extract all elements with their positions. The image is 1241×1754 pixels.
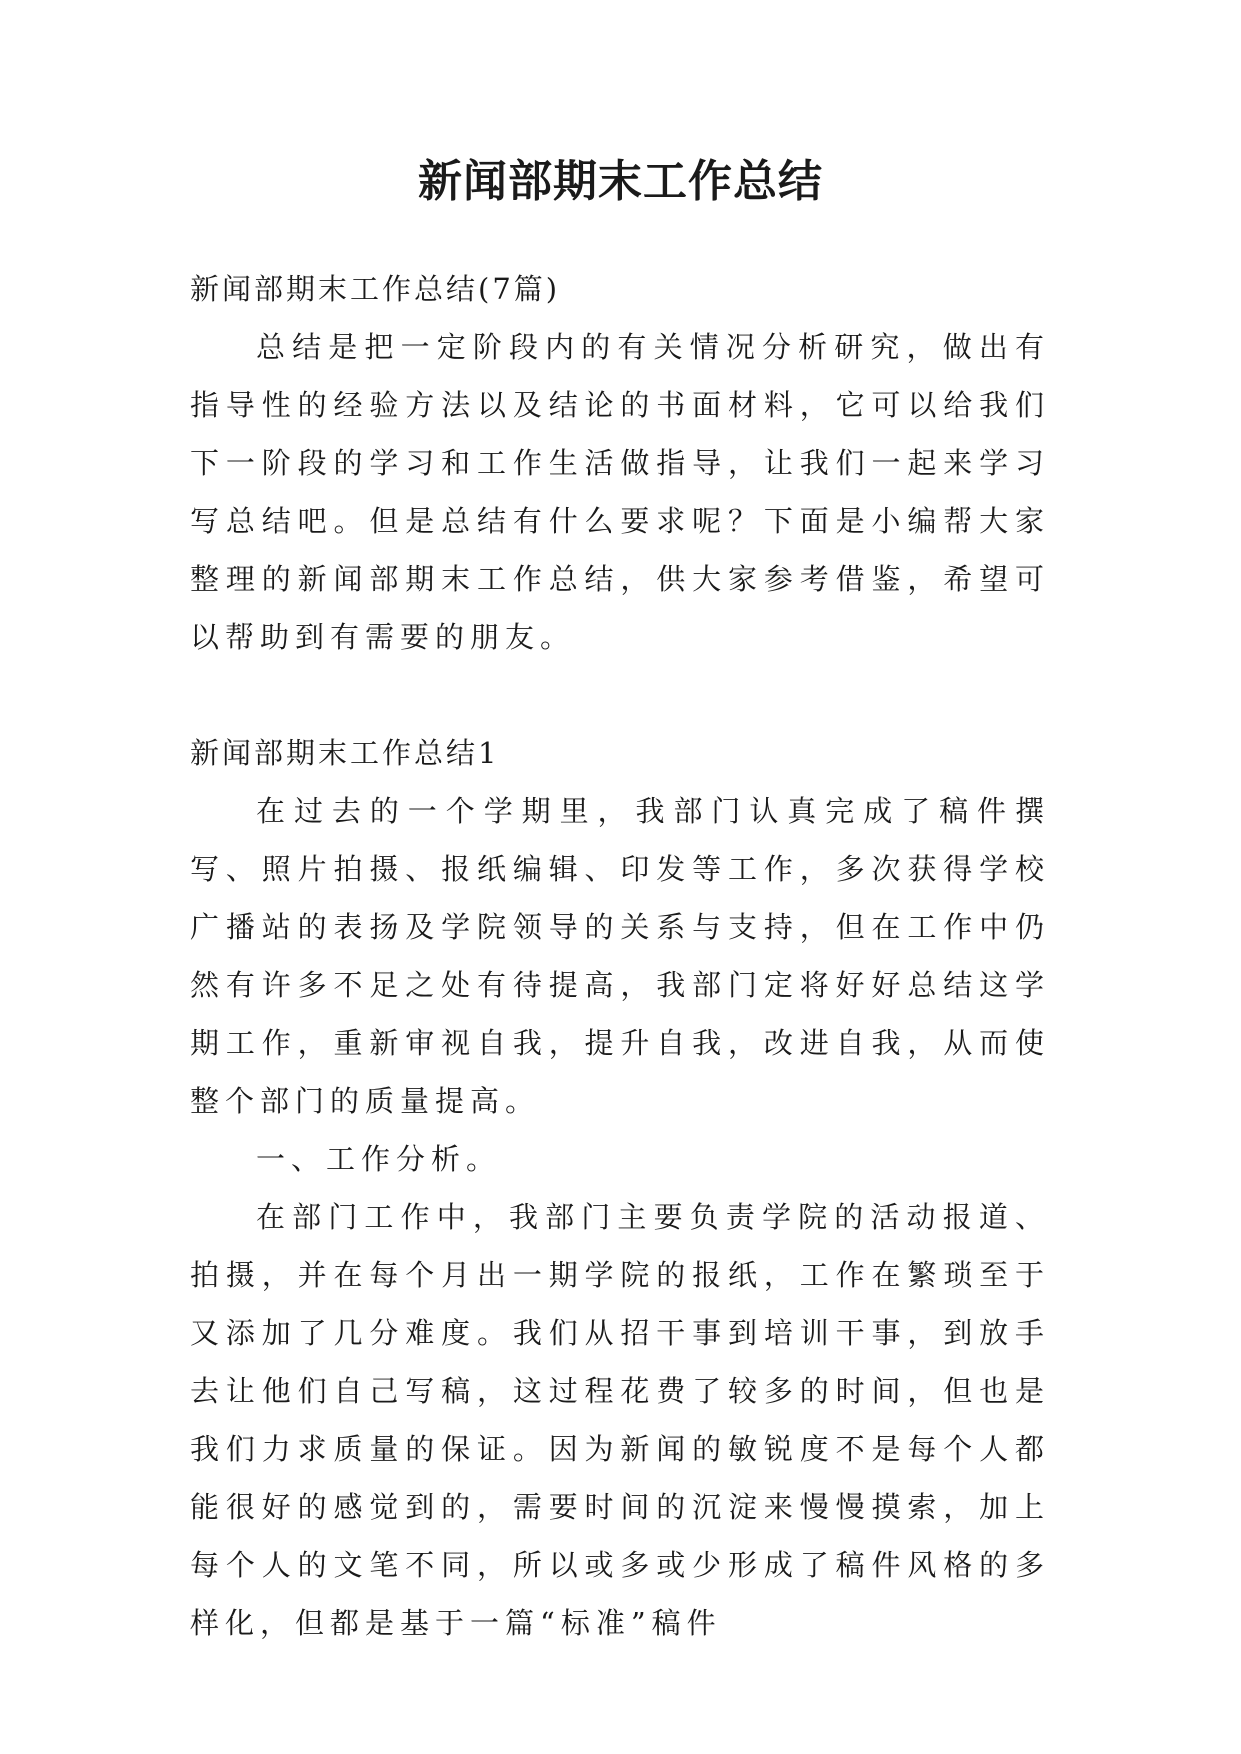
document-title: 新闻部期末工作总结 <box>418 156 823 207</box>
document-subtitle: 新闻部期末工作总结(7篇) <box>190 272 561 306</box>
body-paragraph: 在部门工作中，我部门主要负责学院的活动报道、拍摄，并在每个月出一期学院的报纸，工作在繁琐至于又添加了几分难度。我们从招干事到培训干事，到放手去让他们自己写稿，这过程花费了较多的时间，但也是我们力求质量的保证。因为新闻的敏锐度不是每个人都能很好的感觉到的，需要时间的沉淀来慢慢摸索，加上每个人的文笔不同，所以或多或少形成了稿件风格的多样化，但都是基于一篇“标准”稿件 <box>190 1200 1050 1640</box>
section-spacer <box>190 666 1050 724</box>
body-paragraph: 在过去的一个学期里，我部门认真完成了稿件撰写、照片拍摄、报纸编辑、印发等工作，多次获得学校广播站的表扬及学院领导的关系与支持，但在工作中仍然有许多不足之处有待提高，我部门定将好好总结这学期工作，重新审视自我，提升自我，改进自我，从而使整个部门的质量提高。 <box>190 794 1050 1118</box>
intro-paragraph: 总结是把一定阶段内的有关情况分析研究，做出有指导性的经验方法以及结论的书面材料，它可以给我们下一阶段的学习和工作生活做指导，让我们一起来学习写总结吧。但是总结有什么要求呢？下面是小编帮大家整理的新闻部期末工作总结，供大家参考借鉴，希望可以帮助到有需要的朋友。 <box>190 330 1050 654</box>
section-heading: 新闻部期末工作总结1 <box>190 736 500 770</box>
document-body <box>190 260 1050 1652</box>
section-point-heading: 一、工作分析。 <box>256 1142 502 1176</box>
